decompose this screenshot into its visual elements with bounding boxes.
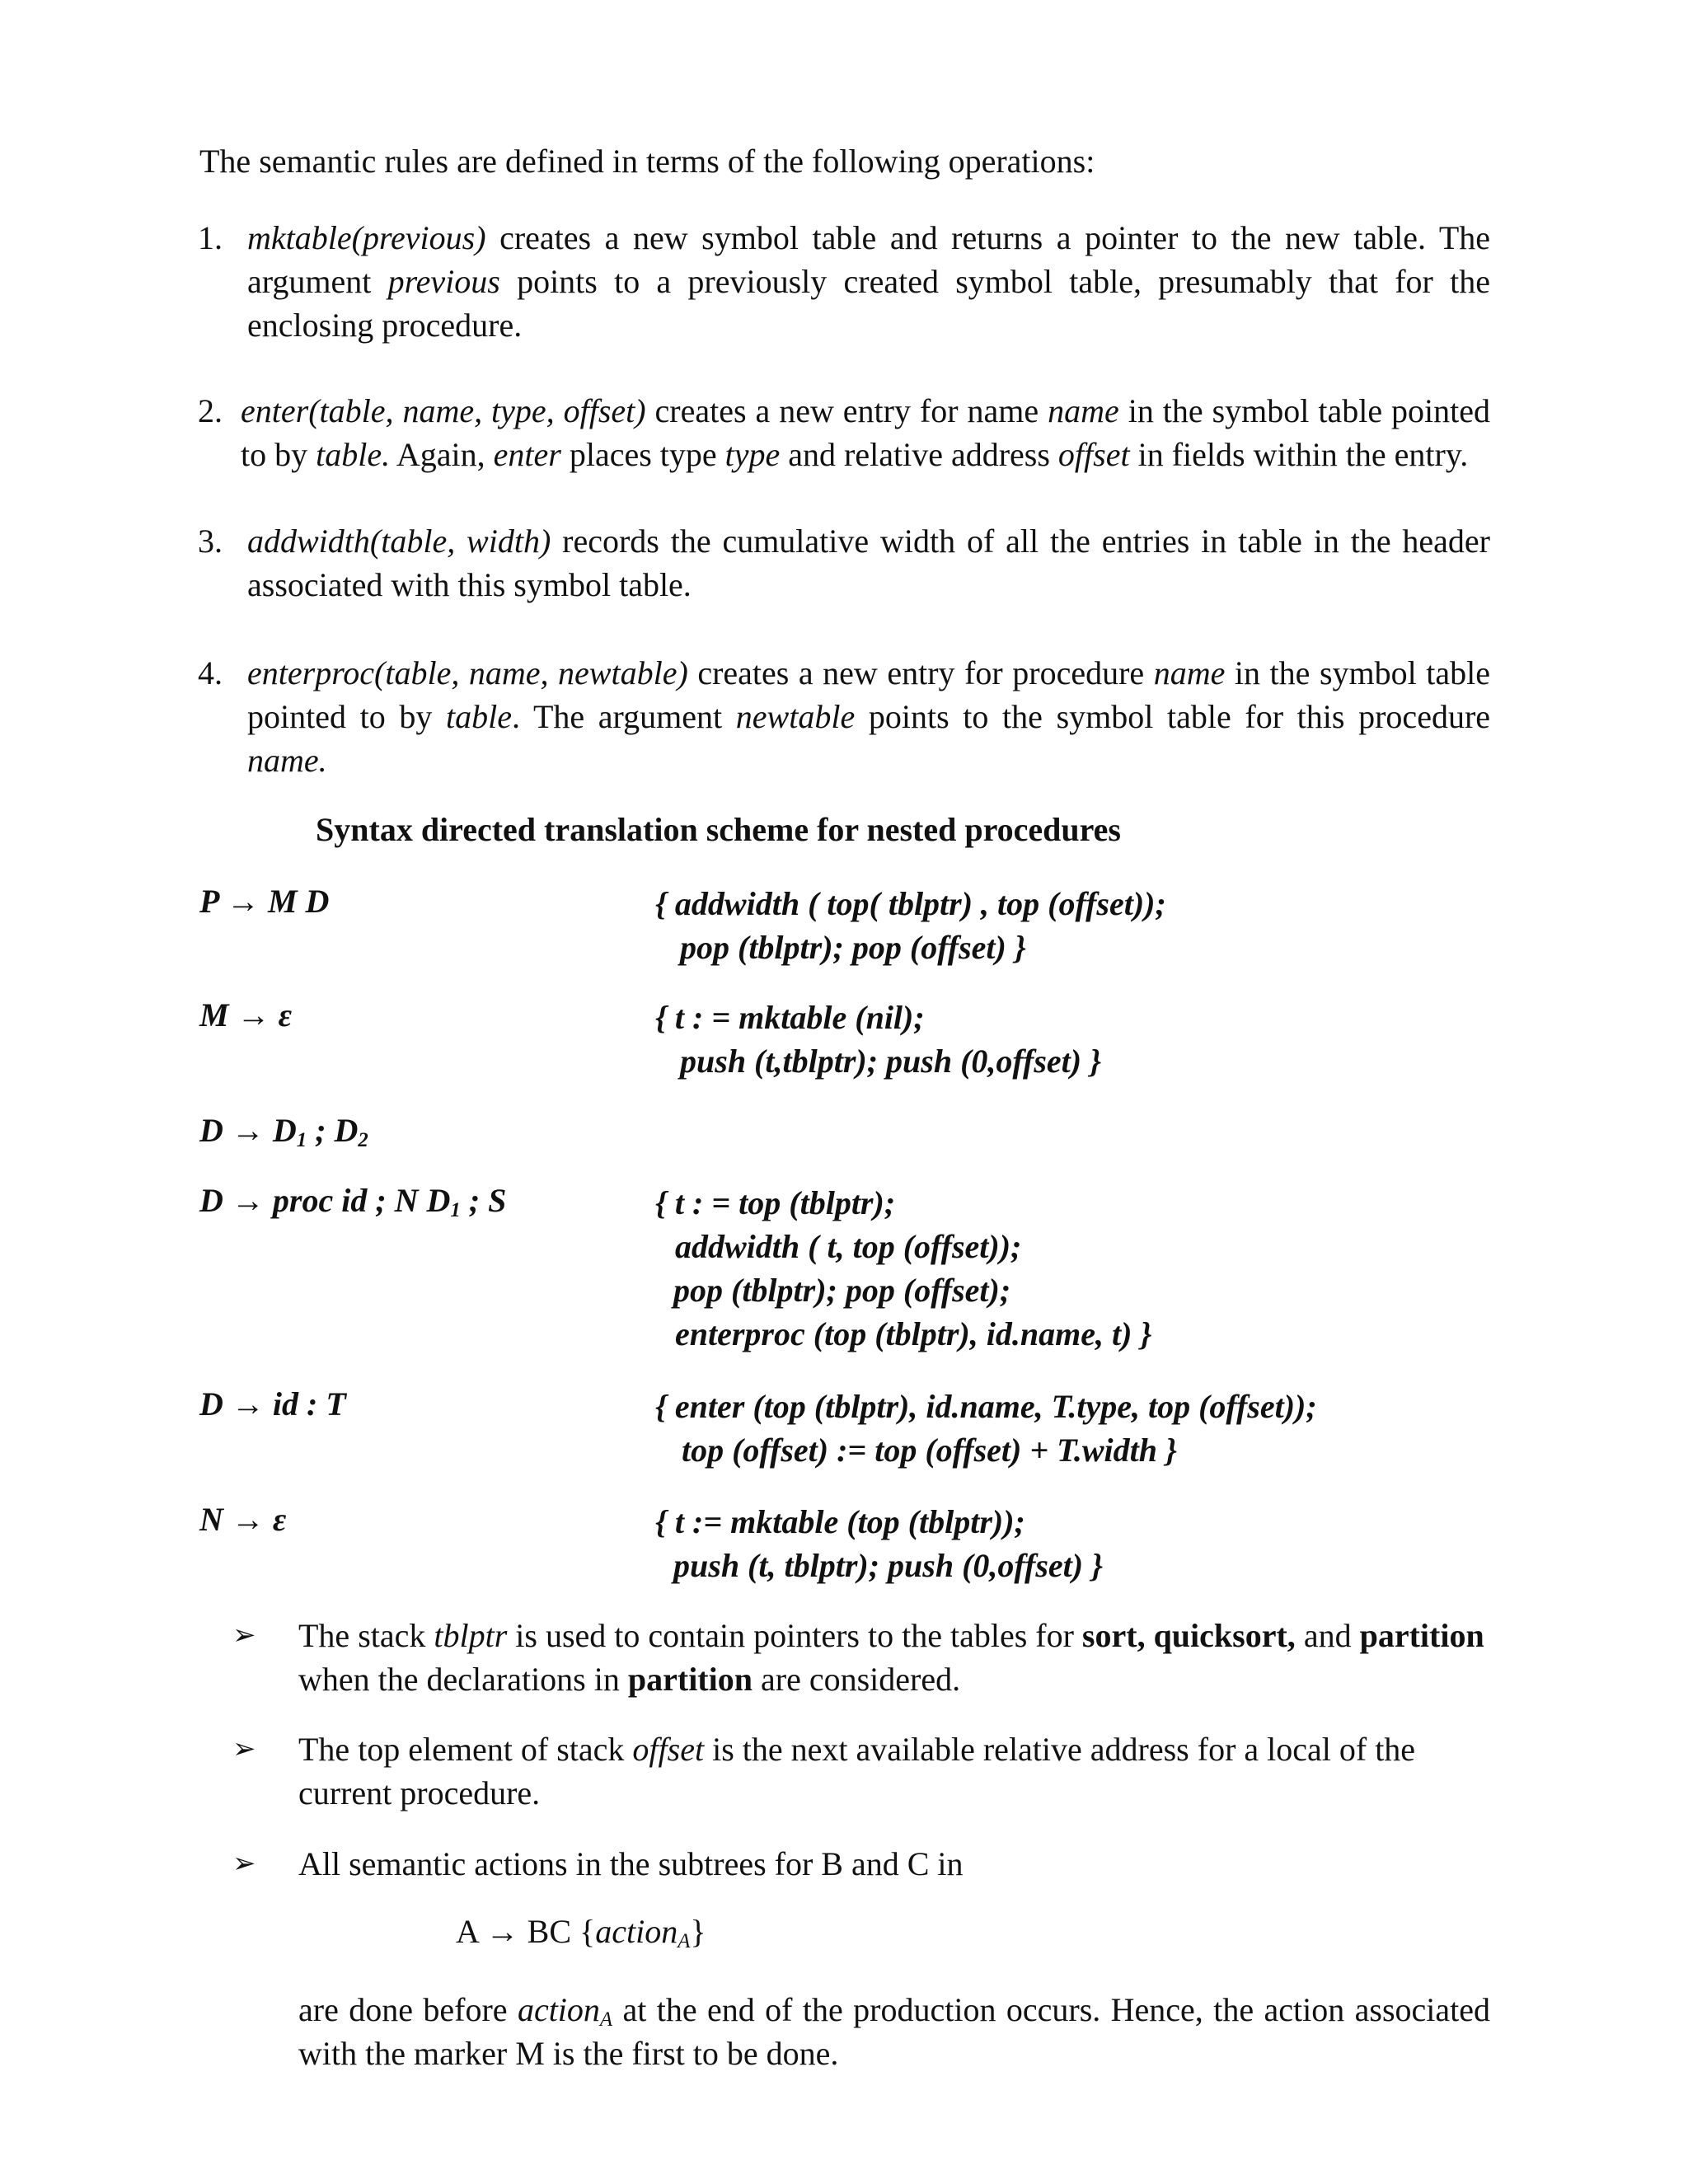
bullet-text: is the next available relative address for a local of the current procedure.: [298, 1731, 1416, 1811]
item-number: 4.: [198, 654, 223, 691]
item-term: name: [1153, 654, 1226, 691]
production-m: M → ε: [199, 996, 292, 1033]
item-text: Again,: [390, 436, 494, 473]
action-line: pop (tblptr); pop (offset);: [673, 1272, 1011, 1309]
production-equation: [456, 1912, 706, 1951]
bullet-text: is used to contain pointers to the tables for: [507, 1617, 1082, 1654]
production-d-id: D → id : T: [199, 1385, 346, 1422]
production-text: D → D: [199, 1112, 297, 1149]
bullet-arrow-icon: ➢: [232, 1620, 256, 1651]
bullet-item-2: [232, 1727, 1490, 1815]
bullet-text: when the declarations in: [298, 1661, 628, 1698]
action-line: top (offset) := top (offset) + T.width }: [682, 1432, 1177, 1469]
intro-text: The semantic rules are defined in terms of the following operations:: [199, 143, 1095, 180]
action-line: { addwidth ( top( tblptr) , top (offset));: [655, 885, 1166, 922]
action-line: pop (tblptr); pop (offset) }: [680, 929, 1026, 966]
bullet-arrow-icon: ➢: [232, 1734, 256, 1765]
equation-text: A → BC {: [456, 1913, 596, 1950]
scheme-heading: Syntax directed translation scheme for nested procedures: [316, 811, 1121, 848]
subscript: A: [678, 1930, 691, 1953]
operation-item-4: [198, 651, 1490, 782]
bullet-bold: partition: [1359, 1617, 1484, 1654]
bullet-text: are considered.: [753, 1661, 961, 1698]
argument-name: previous: [387, 263, 500, 300]
item-text: creates a new entry for name: [645, 392, 1048, 429]
action-line: enterproc (top (tblptr), id.name, t) }: [675, 1315, 1152, 1352]
item-text: in the symbol table pointed to by: [241, 392, 1491, 473]
production-text: ; D: [307, 1112, 359, 1149]
item-term: type: [724, 436, 781, 473]
bullet-text: The top element of stack: [298, 1731, 633, 1768]
production-text: D → proc id ; N D: [199, 1182, 451, 1219]
item-text: points to a previously created symbol table, presumably that for the enclosing procedure.: [247, 263, 1490, 344]
action-line: { t := mktable (top (tblptr));: [655, 1503, 1025, 1540]
item-text: records the cumulative width of all the entries in table in the header associated with this symbol table.: [247, 523, 1491, 603]
subscript: 1: [296, 1129, 307, 1152]
function-name: enterproc(table, name, newtable): [247, 654, 688, 691]
action-d-proc: [655, 1181, 1151, 1356]
action-d-id: [655, 1385, 1317, 1472]
operation-item-2: [198, 389, 1490, 476]
item-number: 2.: [198, 392, 223, 429]
operation-item-3: [198, 519, 1490, 607]
item-text: in the symbol table pointed to by: [247, 654, 1491, 735]
item-text: creates a new entry for procedure: [687, 654, 1154, 691]
bullet-term: tblptr: [434, 1617, 508, 1654]
function-name: enter(table, name, type, offset): [241, 392, 646, 429]
bullet-item-1: [232, 1614, 1490, 1701]
item-text: in fields within the entry.: [1129, 436, 1469, 473]
action-n: [655, 1500, 1103, 1587]
bullet-text: and: [1295, 1617, 1360, 1654]
action-line: { t : = top (tblptr);: [655, 1184, 896, 1221]
action-line: push (t,tblptr); push (0,offset) }: [680, 1043, 1102, 1080]
item-term: table: [446, 698, 513, 735]
function-name: addwidth(table, width): [247, 523, 551, 560]
item-text: creates a new symbol table and returns a pointer to the new table. The argument: [247, 219, 1490, 300]
item-term: name: [1048, 392, 1119, 429]
item-term: offset: [1057, 436, 1130, 473]
item-text: places type: [560, 436, 725, 473]
production-n: N → ε: [199, 1501, 287, 1538]
bullet-arrow-icon: ➢: [232, 1849, 256, 1879]
production-text: ; S: [460, 1182, 507, 1219]
item-number: 3.: [198, 523, 223, 560]
action-m: [655, 996, 1101, 1083]
bullet-bold: sort, quicksort,: [1081, 1617, 1296, 1654]
item-term: name.: [247, 742, 327, 779]
subscript: A: [599, 2008, 613, 2032]
item-text: and relative address: [780, 436, 1058, 473]
function-name: mktable(previous): [247, 219, 486, 256]
paragraph-text: are done before: [298, 1991, 518, 2028]
action-line: push (t, tblptr); push (0,offset) }: [673, 1547, 1104, 1584]
equation-text: }: [690, 1913, 706, 1950]
production-p: P → M D: [199, 883, 330, 920]
equation-action: action: [595, 1913, 678, 1950]
bullet-bold: partition: [627, 1661, 753, 1698]
bullet-item-3: [232, 1842, 1490, 1886]
action-p: [655, 882, 1166, 969]
production-d-proc: [199, 1181, 506, 1220]
bullet-text: The stack: [298, 1617, 434, 1654]
item-number: 1.: [198, 219, 223, 256]
action-line: addwidth ( t, top (offset));: [675, 1228, 1022, 1265]
closing-paragraph: [298, 1988, 1490, 2075]
action-line: { t : = mktable (nil);: [655, 999, 925, 1036]
item-text: points to the symbol table for this procedure: [855, 698, 1491, 735]
action-line: { enter (top (tblptr), id.name, T.type, top (offset));: [655, 1388, 1317, 1425]
production-d-seq: [199, 1111, 368, 1150]
bullet-term: offset: [632, 1731, 705, 1768]
item-term: enter: [493, 436, 561, 473]
subscript: 2: [358, 1129, 368, 1152]
paragraph-text: at the end of the production occurs. Hence, the action associated with the marker M is the first to be done.: [298, 1991, 1490, 2072]
item-term: newtable: [735, 698, 856, 735]
paragraph-term: action: [517, 1991, 600, 2028]
item-text: . The argument: [512, 698, 736, 735]
subscript: 1: [450, 1199, 461, 1222]
item-term: table.: [316, 436, 391, 473]
operation-item-1: [198, 216, 1490, 347]
bullet-text: All semantic actions in the subtrees for B and C in: [298, 1845, 964, 1882]
